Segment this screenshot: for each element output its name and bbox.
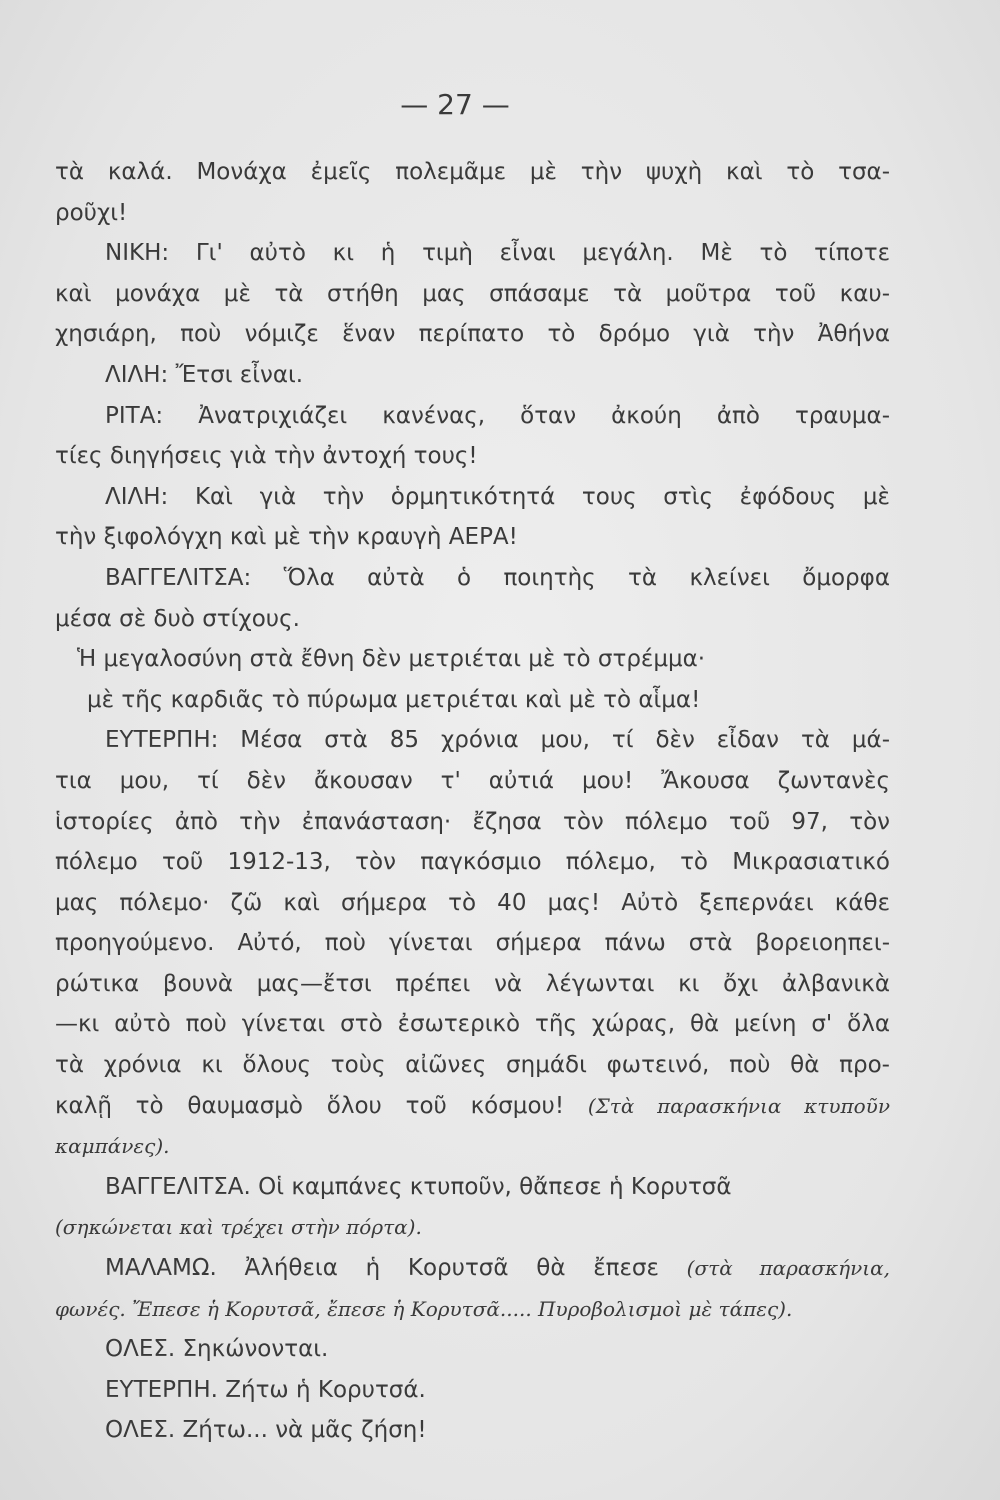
- verse-line: μὲ τῆς καρδιᾶς τὸ πύρωμα μετριέται καὶ μὲ τὸ αἷμα!: [87, 686, 701, 713]
- text-line: χησιάρη, ποὺ νόμιζε ἕναν περίπατο τὸ δρόμο γιὰ τὴν Ἀθήνα: [55, 321, 890, 348]
- text-line: πόλεμο τοῦ 1912-13, τὸν παγκόσμιο πόλεμο, τὸ Μικρασιατικό: [55, 849, 890, 876]
- stage-direction: φωνές. Ἔπεσε ἡ Κορυτσᾶ, ἔπεσε ἡ Κορυτσᾶ..... Πυροβολισμοὶ μὲ τάπες).: [55, 1296, 793, 1321]
- text-line: ρώτικα βουνὰ μας—ἔτσι πρέπει νὰ λέγωνται κι ὄχι ἀλβανικὰ: [55, 970, 890, 997]
- text-line: τὰ χρόνια κι ὅλους τοὺς αἰῶνες σημάδι φωτεινό, ποὺ θὰ προ-: [55, 1052, 890, 1079]
- page-number: — 27 —: [400, 88, 510, 121]
- text-line: ΝΙΚΗ: Γι' αὐτὸ κι ἡ τιμὴ εἶναι μεγάλη. Μὲ τὸ τίποτε: [105, 240, 890, 267]
- line-text: καλῇ τὸ θαυμασμὸ ὅλου τοῦ κόσμου!: [55, 1092, 565, 1119]
- stage-direction: (Στὰ παρασκήνια κτυποῦν: [587, 1093, 890, 1118]
- text-line: ροῦχι!: [55, 199, 128, 226]
- closing-line: ΒΑΓΓΕΛΙΤΣΑ. Οἱ καμπάνες κτυποῦν, θἄπεσε ἡ Κορυτσᾶ: [105, 1173, 732, 1200]
- text-line: ΡΙΤΑ: Ἀνατριχιάζει κανένας, ὅταν ἀκούη ἀπὸ τραυμα-: [105, 402, 890, 429]
- stage-direction: (στὰ παρασκήνια,: [686, 1256, 890, 1281]
- closing-line: ΕΥΤΕΡΠΗ. Ζήτω ἡ Κορυτσά.: [105, 1376, 426, 1403]
- text-line: καὶ μονάχα μὲ τὰ στήθη μας σπάσαμε τὰ μοῦτρα τοῦ καυ-: [55, 280, 890, 307]
- closing-line: [55, 1248, 890, 1289]
- closing-line: ΟΛΕΣ. Ζήτω... νὰ μᾶς ζήση!: [105, 1417, 427, 1444]
- verse-line: Ἡ μεγαλοσύνη στὰ ἔθνη δὲν μετριέται μὲ τὸ στρέμμα·: [77, 646, 706, 673]
- text-line: ΒΑΓΓΕΛΙΤΣΑ: Ὅλα αὐτὰ ὁ ποιητὴς τὰ κλείνει ὄμορφα: [105, 564, 890, 591]
- text-line: μας πόλεμο· ζῶ καὶ σήμερα τὸ 40 μας! Αὐτὸ ξεπερνάει κάθε: [55, 889, 890, 916]
- text-line: ΛΙΛΗ: Καὶ γιὰ τὴν ὁρμητικότητά τους στὶς ἐφόδους μὲ: [105, 483, 890, 510]
- text-line: μέσα σὲ δυὸ στίχους.: [55, 605, 300, 632]
- text-line: [55, 1086, 890, 1127]
- text-line: τίες διηγήσεις γιὰ τὴν ἀντοχή τους!: [55, 443, 478, 470]
- text-line: ΕΥΤΕΡΠΗ: Μέσα στὰ 85 χρόνια μου, τί δὲν εἶδαν τὰ μά-: [105, 727, 890, 754]
- dialogue-text: [55, 152, 890, 1451]
- text-line: τὰ καλά. Μονάχα ἐμεῖς πολεμᾶμε μὲ τὴν ψυχὴ καὶ τὸ τσα-: [55, 159, 890, 185]
- text-line: τια μου, τί δὲν ἄκουσαν τ' αὐτιά μου! Ἄκουσα ζωντανὲς: [55, 767, 890, 794]
- malamo-text: ΜΑΛΑΜΩ. Ἀλήθεια ἡ Κορυτσᾶ θὰ ἔπεσε: [105, 1255, 659, 1282]
- closing-line: ΟΛΕΣ. Σηκώνονται.: [105, 1336, 329, 1363]
- text-line: ΛΙΛΗ: Ἔτσι εἶναι.: [105, 361, 304, 388]
- text-line: ἱστορίες ἀπὸ τὴν ἐπανάσταση· ἔζησα τὸν πόλεμο τοῦ 97, τὸν: [55, 808, 890, 835]
- stage-direction: (σηκώνεται καὶ τρέχει στὴν πόρτα).: [55, 1215, 422, 1240]
- text-line: τὴν ξιφολόγχη καὶ μὲ τὴν κραυγὴ ΑΕΡΑ!: [55, 524, 518, 551]
- stage-direction: καμπάνες).: [55, 1134, 170, 1159]
- text-line: προηγούμενο. Αὐτό, ποὺ γίνεται σήμερα πάνω στὰ βορειοηπει-: [55, 930, 890, 957]
- text-line: —κι αὐτὸ ποὺ γίνεται στὸ ἐσωτερικὸ τῆς χώρας, θὰ μείνη σ' ὅλα: [55, 1011, 890, 1038]
